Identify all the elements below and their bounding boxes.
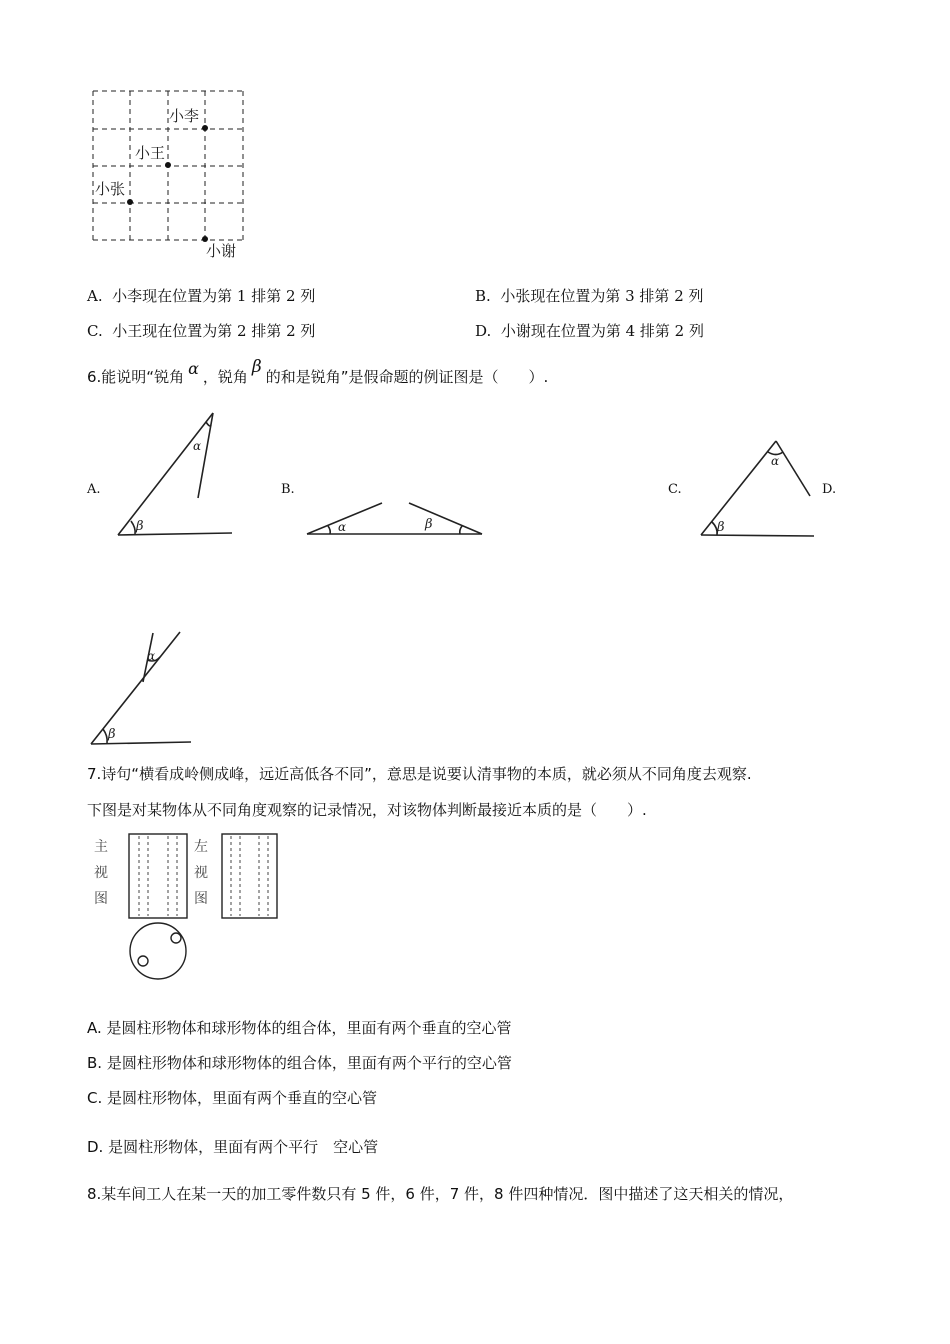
label-xiaoxie: 小谢 [206, 242, 237, 260]
left-view-caption: 左 视 图 [194, 839, 208, 907]
seat-grid-figure [85, 85, 265, 265]
beta-label: β [425, 517, 433, 532]
q5-option-a: A. 小李现在位置为第 1 排第 2 列 [87, 287, 316, 305]
q7-question-line2: 下图是对某物体从不同角度观察的记录情况，对该物体判断最接近本质的是（ ）. [87, 801, 647, 819]
q5-option-d: D. 小谢现在位置为第 4 排第 2 列 [475, 322, 704, 340]
q5-option-c: C. 小王现在位置为第 2 排第 2 列 [87, 322, 316, 340]
label-xiaoli: 小李 [169, 107, 200, 125]
q6-option-d-label: D. [822, 482, 837, 497]
q7-option-d: D. 是圆柱形物体，里面有两个平行 空心管 [87, 1138, 379, 1156]
q5-option-b: B. 小张现在位置为第 3 排第 2 列 [475, 287, 704, 305]
beta-label: β [136, 519, 144, 534]
alpha-label: α [193, 439, 202, 453]
point-xiaowang [165, 162, 171, 168]
q7-option-c: C. 是圆柱形物体，里面有两个垂直的空心管 [87, 1089, 378, 1107]
q6-figure-b [302, 495, 487, 543]
top-view-circle [130, 923, 186, 979]
front-view-caption: 主 视 图 [94, 839, 108, 907]
point-xiaozhang [127, 199, 133, 205]
q7-question-line1: 7.诗句“横看成岭侧成峰，远近高低各不同”，意思是说要认清事物的本质，就必须从不同角度去观察. [87, 765, 752, 783]
q7-option-a: A. 是圆柱形物体和球形物体的组合体，里面有两个垂直的空心管 [87, 1019, 512, 1037]
label-xiaowang: 小王 [135, 144, 166, 162]
q8-question-line1: 8.某车间工人在某一天的加工零件数只有 5 件，6 件，7 件，8 件四种情况．图中描述了这天相关的情况， [87, 1185, 794, 1203]
alpha-label: α [338, 520, 347, 534]
q6-option-a-label: A. [87, 482, 101, 497]
q6-option-c-label: C. [668, 482, 682, 497]
q6-figure-c [695, 435, 820, 545]
label-xiaozhang: 小张 [95, 180, 126, 198]
q6-option-b-label: B. [281, 482, 295, 497]
beta-label: β [108, 727, 116, 742]
q6-figure-d [85, 628, 200, 750]
point-xiaoli [202, 125, 208, 131]
three-views-figure [125, 830, 285, 985]
alpha-label: α [771, 454, 780, 468]
q6-question: 6.能说明“锐角 α ，锐角 β 的和是锐角”是假命题的例证图是（ ）. [87, 357, 549, 386]
alpha-label: α [147, 649, 156, 663]
beta-label: β [717, 520, 725, 535]
q7-option-b: B. 是圆柱形物体和球形物体的组合体，里面有两个平行的空心管 [87, 1054, 512, 1072]
q6-figure-a [110, 410, 245, 545]
